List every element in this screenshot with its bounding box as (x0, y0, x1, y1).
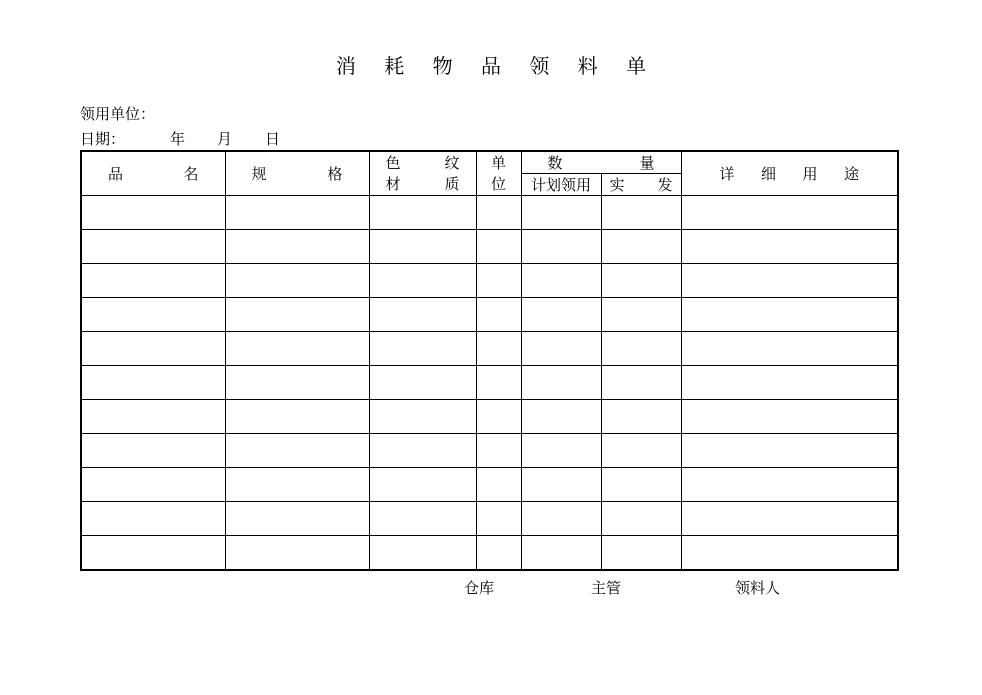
day-label: 日 (265, 130, 281, 148)
cell-actual[interactable] (601, 468, 681, 502)
document-title (0, 50, 982, 79)
header-unit: 单 位 (476, 151, 521, 196)
table-row (81, 332, 898, 366)
cell-planned[interactable] (521, 502, 601, 536)
cell-unit[interactable] (476, 332, 521, 366)
table-row (81, 366, 898, 400)
cell-color-material[interactable] (369, 434, 476, 468)
header-purpose: 详 细 用 途 (681, 151, 898, 196)
cell-unit[interactable] (476, 502, 521, 536)
title-char: 消 (335, 54, 356, 78)
cell-actual[interactable] (601, 434, 681, 468)
cell-unit[interactable] (476, 196, 521, 230)
cell-name[interactable] (81, 264, 225, 298)
cell-color-material[interactable] (369, 264, 476, 298)
cell-spec[interactable] (225, 230, 369, 264)
cell-spec[interactable] (225, 298, 369, 332)
cell-purpose[interactable] (681, 502, 898, 536)
cell-unit[interactable] (476, 366, 521, 400)
title-char: 耗 (384, 54, 405, 78)
cell-name[interactable] (81, 434, 225, 468)
cell-actual[interactable] (601, 332, 681, 366)
cell-spec[interactable] (225, 332, 369, 366)
cell-unit[interactable] (476, 434, 521, 468)
cell-unit[interactable] (476, 264, 521, 298)
cell-planned[interactable] (521, 434, 601, 468)
footer-receiver: 领料人 (735, 579, 781, 597)
cell-planned[interactable] (521, 366, 601, 400)
cell-name[interactable] (81, 400, 225, 434)
title-char: 领 (529, 54, 550, 78)
cell-color-material[interactable] (369, 536, 476, 571)
cell-unit[interactable] (476, 298, 521, 332)
table-row (81, 468, 898, 502)
cell-color-material[interactable] (369, 230, 476, 264)
cell-color-material[interactable] (369, 366, 476, 400)
table-row (81, 196, 898, 230)
table-row (81, 502, 898, 536)
cell-color-material[interactable] (369, 468, 476, 502)
cell-actual[interactable] (601, 536, 681, 571)
table-row (81, 298, 898, 332)
cell-color-material[interactable] (369, 298, 476, 332)
table-row (81, 400, 898, 434)
cell-purpose[interactable] (681, 434, 898, 468)
cell-spec[interactable] (225, 434, 369, 468)
cell-color-material[interactable] (369, 400, 476, 434)
cell-purpose[interactable] (681, 400, 898, 434)
cell-spec[interactable] (225, 400, 369, 434)
cell-spec[interactable] (225, 264, 369, 298)
year-label: 年 (170, 130, 186, 148)
cell-name[interactable] (81, 502, 225, 536)
header-row (81, 151, 898, 174)
cell-unit[interactable] (476, 468, 521, 502)
cell-actual[interactable] (601, 366, 681, 400)
cell-purpose[interactable] (681, 332, 898, 366)
cell-actual[interactable] (601, 400, 681, 434)
cell-purpose[interactable] (681, 468, 898, 502)
cell-name[interactable] (81, 332, 225, 366)
cell-color-material[interactable] (369, 502, 476, 536)
table-row (81, 264, 898, 298)
title-char: 单 (626, 54, 647, 78)
cell-unit[interactable] (476, 230, 521, 264)
cell-planned[interactable] (521, 196, 601, 230)
cell-color-material[interactable] (369, 196, 476, 230)
cell-purpose[interactable] (681, 264, 898, 298)
cell-name[interactable] (81, 230, 225, 264)
cell-spec[interactable] (225, 502, 369, 536)
cell-spec[interactable] (225, 196, 369, 230)
cell-purpose[interactable] (681, 366, 898, 400)
cell-spec[interactable] (225, 366, 369, 400)
header-planned: 计划领用 (521, 174, 601, 196)
cell-actual[interactable] (601, 196, 681, 230)
cell-planned[interactable] (521, 400, 601, 434)
table-row (81, 536, 898, 571)
footer-warehouse: 仓库 (464, 579, 495, 597)
title-char: 料 (577, 54, 598, 78)
cell-planned[interactable] (521, 468, 601, 502)
header-color-material: 色 纹 材 质 (369, 151, 476, 196)
table-row (81, 434, 898, 468)
date-label: 日期： (80, 130, 126, 148)
cell-actual[interactable] (601, 230, 681, 264)
cell-actual[interactable] (601, 502, 681, 536)
header-spec: 规 格 (225, 151, 369, 196)
header-actual: 实 发 (601, 174, 681, 196)
cell-name[interactable] (81, 468, 225, 502)
cell-unit[interactable] (476, 400, 521, 434)
cell-purpose[interactable] (681, 536, 898, 571)
cell-name[interactable] (81, 298, 225, 332)
header-name: 品 名 (81, 151, 225, 196)
cell-planned[interactable] (521, 264, 601, 298)
cell-planned[interactable] (521, 332, 601, 366)
cell-purpose[interactable] (681, 230, 898, 264)
cell-color-material[interactable] (369, 332, 476, 366)
cell-planned[interactable] (521, 230, 601, 264)
unit-label: 领用单位： (80, 105, 156, 123)
cell-unit[interactable] (476, 536, 521, 571)
footer-supervisor: 主管 (591, 579, 622, 597)
title-char: 品 (481, 54, 501, 78)
table-row (81, 230, 898, 264)
cell-purpose[interactable] (681, 196, 898, 230)
requisition-table (80, 150, 899, 571)
title-char: 物 (432, 54, 453, 78)
cell-name[interactable] (81, 196, 225, 230)
month-label: 月 (217, 130, 233, 148)
cell-purpose[interactable] (681, 298, 898, 332)
cell-spec[interactable] (225, 468, 369, 502)
cell-actual[interactable] (601, 264, 681, 298)
cell-planned[interactable] (521, 298, 601, 332)
header-quantity: 数 量 (521, 151, 681, 174)
cell-name[interactable] (81, 366, 225, 400)
cell-name[interactable] (81, 536, 225, 571)
cell-spec[interactable] (225, 536, 369, 571)
cell-planned[interactable] (521, 536, 601, 571)
cell-actual[interactable] (601, 298, 681, 332)
